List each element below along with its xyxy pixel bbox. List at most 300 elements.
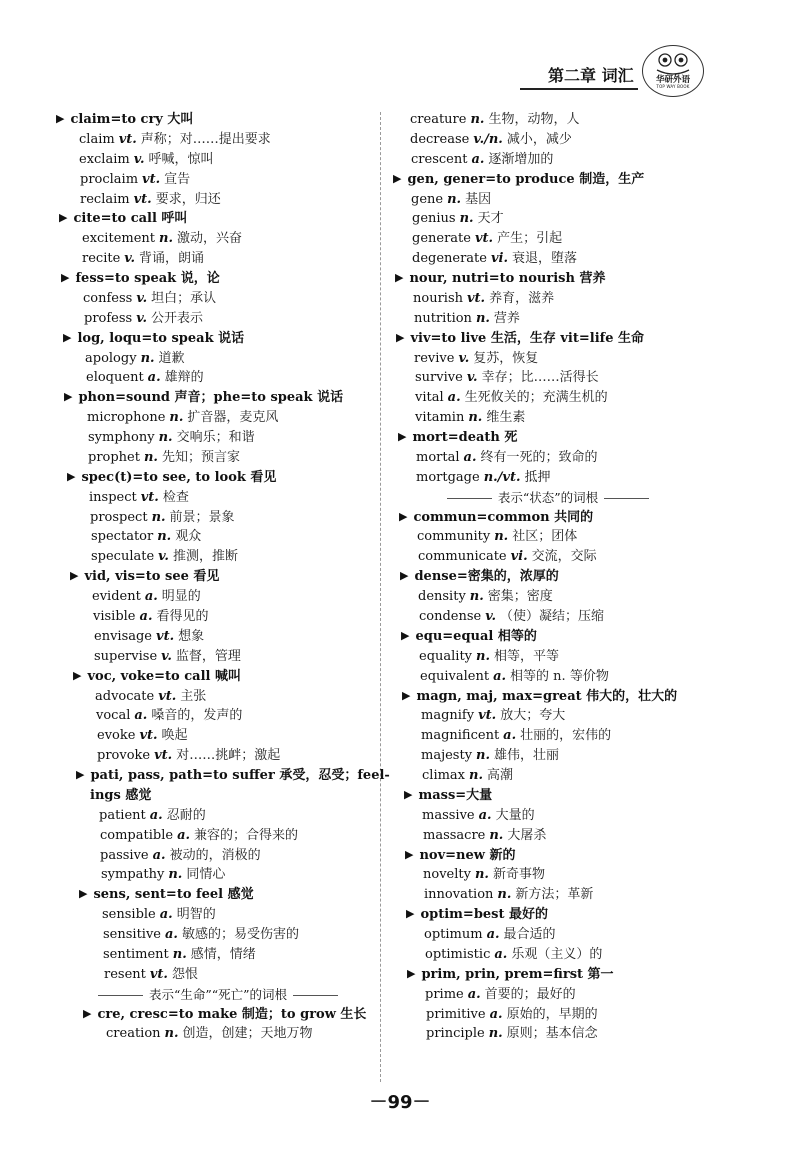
part-of-speech: a. bbox=[144, 589, 158, 605]
vocab-entry bbox=[83, 289, 423, 309]
entry-meaning: 维生素 bbox=[486, 410, 526, 426]
entry-word: speculate bbox=[91, 549, 155, 565]
entry-meaning: 密集；密度 bbox=[487, 589, 553, 605]
vocab-entry bbox=[414, 309, 754, 329]
entry-word: equality bbox=[419, 648, 473, 664]
vocab-entry bbox=[413, 289, 753, 309]
entry-word: nutrition bbox=[414, 310, 472, 326]
entry-meaning: 新奇事物 bbox=[492, 867, 545, 883]
entry-word: vitamin bbox=[415, 410, 465, 426]
root-text: nour, nutri=to nourish 营养 bbox=[409, 271, 606, 287]
entry-word: microphone bbox=[87, 410, 166, 426]
part-of-speech: n. bbox=[164, 1026, 179, 1042]
part-of-speech: vt. bbox=[156, 628, 175, 644]
vocab-entry bbox=[97, 726, 437, 746]
vocab-entry bbox=[104, 965, 444, 985]
entry-word: vital bbox=[415, 390, 444, 406]
word-root-heading bbox=[79, 885, 419, 905]
entry-word: principle bbox=[426, 1026, 485, 1042]
entry-meaning: 新方法；革新 bbox=[515, 887, 594, 903]
section-heading bbox=[68, 985, 368, 1005]
word-root-heading bbox=[67, 468, 407, 488]
bullet-triangle-icon: ▶ bbox=[406, 907, 415, 921]
entry-meaning: 营养 bbox=[493, 310, 520, 326]
entry-meaning: 乐观（主义）的 bbox=[511, 946, 603, 962]
word-root-heading bbox=[63, 329, 403, 349]
entry-meaning: 大量的 bbox=[495, 807, 535, 823]
entry-word: degenerate bbox=[412, 251, 487, 267]
root-text: viv=to live 生活，生存 vit=life 生命 bbox=[410, 330, 645, 346]
vocab-entry bbox=[79, 150, 419, 170]
entry-word: prime bbox=[425, 986, 464, 1002]
part-of-speech: v. bbox=[161, 648, 172, 664]
entry-meaning: 宣告 bbox=[164, 171, 191, 187]
entry-word: magnificent bbox=[421, 728, 500, 744]
root-text: mort=death 死 bbox=[412, 430, 518, 446]
part-of-speech: n. bbox=[468, 410, 483, 426]
vocab-entry bbox=[100, 846, 440, 866]
entry-word: equivalent bbox=[420, 668, 490, 684]
word-root-heading bbox=[407, 965, 747, 985]
entry-meaning: 坦白；承认 bbox=[151, 290, 217, 306]
vocab-entry bbox=[80, 170, 420, 190]
word-root-heading bbox=[61, 269, 404, 289]
root-text: cite=to call 呼叫 bbox=[73, 211, 188, 227]
root-text: gen, gener=to produce 制造，生产 bbox=[407, 171, 645, 187]
entry-meaning: 公开表示 bbox=[151, 310, 204, 326]
entry-word: optimistic bbox=[425, 946, 491, 962]
entry-word: mortgage bbox=[416, 469, 480, 485]
part-of-speech: v. bbox=[133, 151, 145, 167]
part-of-speech: vt. bbox=[142, 171, 161, 187]
entry-word: prospect bbox=[90, 509, 148, 525]
entry-word: sensitive bbox=[103, 927, 161, 943]
entry-meaning: 感情，情绪 bbox=[190, 946, 256, 962]
root-text: mass=大量 bbox=[418, 787, 493, 803]
bullet-triangle-icon: ▶ bbox=[73, 668, 82, 682]
bullet-triangle-icon: ▶ bbox=[400, 569, 409, 583]
root-text: magn, maj, max=great 伟大的，壮大的 bbox=[416, 688, 678, 704]
entry-meaning: 原始的，早期的 bbox=[506, 1006, 598, 1022]
entry-meaning: 生物，动物，人 bbox=[488, 112, 580, 127]
entry-meaning: 最合适的 bbox=[503, 927, 556, 943]
entry-word: crescent bbox=[411, 151, 468, 167]
vocab-entry bbox=[89, 488, 429, 508]
vocab-entry bbox=[92, 587, 432, 607]
vocab-entry bbox=[411, 150, 751, 170]
root-text: vid, vis=to see 看见 bbox=[84, 569, 220, 585]
vocab-entry bbox=[85, 349, 425, 369]
entry-word: exclaim bbox=[79, 151, 130, 167]
root-text: equ=equal 相等的 bbox=[415, 628, 537, 644]
vocab-entry bbox=[418, 587, 758, 607]
word-root-heading bbox=[396, 329, 736, 349]
part-of-speech: a. bbox=[147, 370, 161, 386]
vocab-entry bbox=[82, 249, 422, 269]
entry-meaning: 要求，归还 bbox=[155, 191, 221, 207]
entry-word: optimum bbox=[424, 927, 483, 943]
bullet-triangle-icon: ▶ bbox=[401, 628, 410, 642]
part-of-speech: a. bbox=[467, 986, 481, 1002]
part-of-speech: a. bbox=[159, 907, 173, 923]
entry-meaning: 忍耐的 bbox=[166, 807, 206, 823]
part-of-speech: n. bbox=[474, 867, 489, 883]
page-number: －99－ bbox=[369, 1092, 431, 1113]
entry-word: prophet bbox=[88, 449, 140, 465]
vocab-entry bbox=[416, 468, 756, 488]
part-of-speech: v. bbox=[466, 370, 478, 386]
vocab-entry bbox=[410, 110, 750, 130]
part-of-speech: vt. bbox=[478, 708, 497, 724]
vocab-entry bbox=[415, 408, 755, 428]
entry-word: vocal bbox=[96, 708, 131, 724]
entry-word: apology bbox=[85, 350, 137, 366]
vocab-entry bbox=[88, 428, 428, 448]
entry-word: claim bbox=[79, 131, 115, 147]
entry-word: condense bbox=[419, 609, 482, 624]
part-of-speech: vt. bbox=[158, 688, 177, 704]
part-of-speech: n. bbox=[470, 112, 485, 127]
word-root-heading bbox=[402, 687, 742, 707]
bullet-triangle-icon: ▶ bbox=[407, 966, 416, 980]
root-text: voc, voke=to call 喊叫 bbox=[87, 668, 241, 684]
entry-meaning: 怨恨 bbox=[171, 966, 198, 982]
part-of-speech: n. bbox=[476, 648, 491, 664]
part-of-speech: n. bbox=[469, 768, 483, 784]
part-of-speech: n. bbox=[157, 529, 172, 545]
vocab-entry bbox=[412, 209, 752, 229]
entry-word: provoke bbox=[97, 748, 151, 764]
vocab-entry bbox=[416, 448, 756, 468]
vocab-entry bbox=[88, 448, 428, 468]
entry-meaning: 同情心 bbox=[186, 867, 226, 883]
vocab-entry bbox=[415, 368, 755, 388]
vocab-entry bbox=[418, 547, 758, 567]
part-of-speech: n. bbox=[447, 191, 462, 207]
entry-meaning: 幸存；比……活得长 bbox=[481, 370, 599, 386]
part-of-speech: vt. bbox=[154, 748, 173, 764]
part-of-speech: a. bbox=[494, 946, 508, 962]
part-of-speech: v. bbox=[485, 609, 497, 624]
entry-word: visible bbox=[93, 609, 136, 624]
vocab-entry bbox=[100, 826, 440, 846]
part-of-speech: a. bbox=[486, 927, 500, 943]
vocab-entry bbox=[79, 130, 419, 150]
part-of-speech: n. bbox=[488, 1026, 503, 1042]
bullet-triangle-icon: ▶ bbox=[404, 787, 413, 801]
entry-meaning: 扩音器，麦克风 bbox=[187, 410, 279, 426]
entry-word: mortal bbox=[416, 449, 460, 465]
entry-word: gene bbox=[411, 191, 444, 207]
entry-meaning: 产生；引起 bbox=[497, 231, 563, 247]
entry-meaning: 相等，平等 bbox=[494, 648, 560, 664]
entry-meaning: 主张 bbox=[180, 688, 207, 704]
header-rule bbox=[520, 88, 638, 90]
entry-meaning: 相等的 n. 等价物 bbox=[510, 668, 609, 684]
entry-meaning: 明显的 bbox=[161, 589, 201, 605]
vocab-entry bbox=[414, 349, 754, 369]
vocab-entry bbox=[425, 985, 765, 1005]
part-of-speech: n. bbox=[158, 430, 173, 446]
part-of-speech: a. bbox=[493, 668, 507, 684]
section-rule bbox=[604, 498, 649, 499]
vocab-entry bbox=[421, 706, 761, 726]
entry-meaning: 交响乐；和谐 bbox=[176, 430, 255, 446]
section-title: 表示“状态”的词根 bbox=[497, 489, 599, 505]
entry-word: climax bbox=[422, 768, 466, 784]
entry-word: excitement bbox=[82, 231, 155, 247]
entry-meaning: 终有一死的；致命的 bbox=[480, 449, 598, 465]
vocab-entry bbox=[102, 905, 442, 925]
root-text: spec(t)=to see, to look 看见 bbox=[81, 469, 277, 485]
part-of-speech: a. bbox=[503, 728, 517, 744]
vocab-entry bbox=[84, 309, 424, 329]
bullet-triangle-icon: ▶ bbox=[395, 271, 404, 285]
part-of-speech: vt. bbox=[149, 966, 168, 982]
entry-meaning: 生死攸关的；充满生机的 bbox=[464, 390, 608, 406]
entry-meaning: 敏感的；易受伤害的 bbox=[181, 927, 299, 943]
vocab-entry bbox=[82, 229, 422, 249]
entry-word: reclaim bbox=[80, 191, 130, 207]
entry-word: massive bbox=[422, 807, 475, 823]
part-of-speech: v. bbox=[136, 290, 148, 306]
entry-word: envisage bbox=[94, 628, 153, 644]
entry-meaning: 原则；基本信念 bbox=[506, 1026, 598, 1042]
entry-meaning: 监督，管理 bbox=[175, 648, 241, 664]
part-of-speech: v./n. bbox=[473, 131, 503, 147]
vocab-entry bbox=[412, 249, 752, 269]
vocab-entry bbox=[95, 687, 435, 707]
part-of-speech: vt. bbox=[133, 191, 152, 207]
vocab-entry bbox=[106, 1024, 446, 1044]
entry-word: proclaim bbox=[80, 171, 139, 187]
entry-meaning: 先知；预言家 bbox=[161, 449, 240, 465]
entry-word: massacre bbox=[423, 827, 486, 843]
entry-word: creation bbox=[106, 1026, 161, 1042]
root-text: cre, cresc=to make 制造；to grow 生长 bbox=[97, 1006, 367, 1022]
entry-word: eloquent bbox=[86, 370, 144, 386]
vocab-entry bbox=[91, 547, 431, 567]
entry-meaning: 基因 bbox=[465, 191, 492, 207]
bullet-triangle-icon: ▶ bbox=[399, 509, 408, 523]
entry-word: evident bbox=[92, 589, 141, 605]
part-of-speech: a. bbox=[139, 609, 153, 624]
vocab-entry bbox=[424, 925, 764, 945]
vocab-entry bbox=[94, 627, 434, 647]
part-of-speech: a. bbox=[152, 847, 166, 863]
entry-word: communicate bbox=[418, 549, 507, 565]
entry-meaning: 逐渐增加的 bbox=[488, 151, 554, 167]
entry-meaning: 推测，推断 bbox=[172, 549, 238, 565]
entry-word: inspect bbox=[89, 489, 137, 505]
word-root-heading bbox=[399, 508, 739, 528]
vocab-entry bbox=[425, 945, 765, 965]
vocab-entry bbox=[424, 885, 764, 905]
part-of-speech: a. bbox=[489, 1006, 503, 1022]
entry-word: sensible bbox=[102, 907, 156, 923]
entry-meaning: 兼容的；合得来的 bbox=[194, 827, 299, 843]
entry-word: genius bbox=[412, 211, 456, 227]
entry-word: recite bbox=[82, 251, 121, 267]
vocab-entry bbox=[420, 667, 760, 687]
entry-word: survive bbox=[415, 370, 463, 386]
bullet-triangle-icon: ▶ bbox=[64, 390, 73, 404]
word-root-heading bbox=[395, 269, 735, 289]
entry-meaning: 天才 bbox=[477, 211, 504, 227]
entry-word: confess bbox=[83, 290, 133, 306]
entry-meaning: 看得见的 bbox=[156, 609, 209, 624]
part-of-speech: v. bbox=[458, 350, 470, 366]
part-of-speech: n. bbox=[459, 211, 474, 227]
word-root-heading-continued bbox=[90, 786, 430, 806]
part-of-speech: vt. bbox=[474, 231, 494, 247]
part-of-speech: a. bbox=[447, 390, 461, 406]
entry-word: community bbox=[417, 529, 491, 545]
part-of-speech: a. bbox=[165, 927, 178, 943]
bullet-triangle-icon: ▶ bbox=[83, 1006, 92, 1020]
section-rule bbox=[293, 995, 338, 996]
entry-meaning: 雄伟，壮丽 bbox=[494, 748, 560, 764]
vocab-entry bbox=[411, 190, 751, 210]
root-text: pati, pass, path=to suffer 承受，忍受；feel- bbox=[90, 768, 390, 784]
part-of-speech: a. bbox=[177, 827, 191, 843]
vocab-entry bbox=[419, 607, 759, 627]
entry-word: resent bbox=[104, 966, 146, 982]
entry-meaning: 大屠杀 bbox=[507, 827, 547, 843]
entry-word: novelty bbox=[423, 867, 471, 883]
entry-word: generate bbox=[412, 231, 471, 247]
bullet-triangle-icon: ▶ bbox=[67, 469, 76, 483]
root-text: log, loqu=to speak 说话 bbox=[77, 330, 245, 346]
word-root-heading bbox=[83, 1005, 423, 1025]
entry-word: primitive bbox=[426, 1006, 486, 1022]
entry-meaning: 高潮 bbox=[487, 768, 514, 784]
part-of-speech: a. bbox=[463, 449, 477, 465]
entry-word: magnify bbox=[421, 708, 475, 724]
entry-meaning: 壮丽的，宏伟的 bbox=[520, 728, 612, 744]
word-root-heading bbox=[400, 567, 740, 587]
vocab-entry bbox=[426, 1005, 766, 1025]
part-of-speech: n. bbox=[494, 529, 509, 545]
entry-meaning: 被动的，消极的 bbox=[169, 847, 261, 863]
part-of-speech: vt. bbox=[139, 728, 158, 744]
entry-meaning: 雄辩的 bbox=[164, 370, 204, 386]
part-of-speech: n. bbox=[469, 589, 484, 605]
entry-word: nourish bbox=[413, 290, 463, 306]
part-of-speech: n. bbox=[475, 310, 490, 326]
entry-word: decrease bbox=[410, 131, 470, 147]
entry-word: majesty bbox=[421, 748, 473, 764]
part-of-speech: a. bbox=[478, 807, 492, 823]
frog-mascot-icon bbox=[643, 46, 703, 76]
entry-word: sentiment bbox=[103, 946, 169, 962]
entry-word: evoke bbox=[97, 728, 136, 744]
part-of-speech: a. bbox=[149, 807, 163, 823]
part-of-speech: vt. bbox=[140, 489, 159, 505]
root-text: dense=密集的，浓厚的 bbox=[414, 569, 559, 585]
vocab-entry bbox=[90, 508, 430, 528]
logo-subtext: TOP WAY BOOK bbox=[656, 84, 690, 89]
word-root-heading bbox=[59, 209, 399, 229]
vocab-entry bbox=[97, 746, 437, 766]
root-text: nov=new 新的 bbox=[419, 847, 516, 863]
entry-meaning: 交流，交际 bbox=[531, 549, 597, 565]
vocab-entry bbox=[422, 766, 762, 786]
vocab-entry bbox=[91, 527, 431, 547]
vocab-entry bbox=[99, 806, 439, 826]
part-of-speech: n. bbox=[151, 509, 166, 525]
entry-meaning: 首要的；最好的 bbox=[484, 986, 576, 1002]
bullet-triangle-icon: ▶ bbox=[393, 171, 402, 185]
entry-word: spectator bbox=[91, 529, 154, 545]
part-of-speech: vt. bbox=[118, 131, 137, 147]
entry-word: profess bbox=[84, 310, 133, 326]
entry-meaning: 道歉 bbox=[158, 350, 185, 366]
bullet-triangle-icon: ▶ bbox=[76, 768, 85, 782]
part-of-speech: vi. bbox=[490, 251, 509, 267]
entry-word: innovation bbox=[424, 887, 494, 903]
vocab-entry bbox=[419, 647, 759, 667]
entry-word: patient bbox=[99, 807, 146, 823]
vocab-entry bbox=[423, 826, 763, 846]
vocab-entry bbox=[421, 746, 761, 766]
bullet-triangle-icon: ▶ bbox=[56, 112, 65, 125]
part-of-speech: a. bbox=[471, 151, 485, 167]
entry-meaning: 社区；团体 bbox=[512, 529, 578, 545]
part-of-speech: n. bbox=[169, 410, 184, 426]
vocab-entry bbox=[415, 388, 755, 408]
part-of-speech: n./vt. bbox=[483, 469, 521, 485]
publisher-logo bbox=[642, 45, 704, 97]
bullet-triangle-icon: ▶ bbox=[79, 887, 88, 901]
vocab-entry bbox=[93, 607, 433, 627]
entry-word: revive bbox=[414, 350, 455, 366]
vocab-entry bbox=[103, 945, 443, 965]
entry-meaning: 检查 bbox=[162, 489, 189, 505]
part-of-speech: n. bbox=[168, 867, 183, 883]
bullet-triangle-icon: ▶ bbox=[70, 569, 79, 583]
word-root-heading bbox=[401, 627, 741, 647]
entry-meaning: 唤起 bbox=[161, 728, 188, 744]
word-root-heading bbox=[73, 667, 413, 687]
vocab-entry bbox=[94, 647, 434, 667]
part-of-speech: n. bbox=[489, 827, 504, 843]
vocab-entry bbox=[103, 925, 443, 945]
part-of-speech: v. bbox=[136, 310, 147, 326]
entry-meaning: 创造，创建；天地万物 bbox=[182, 1026, 313, 1042]
entry-meaning: 对……挑衅；激起 bbox=[176, 748, 281, 764]
root-text: commun=common 共同的 bbox=[413, 509, 594, 525]
word-root-heading bbox=[404, 786, 744, 806]
word-root-heading bbox=[56, 110, 396, 130]
part-of-speech: n. bbox=[497, 887, 512, 903]
vocab-entry bbox=[421, 726, 761, 746]
entry-meaning: （使）凝结；压缩 bbox=[500, 609, 605, 624]
part-of-speech: n. bbox=[143, 449, 158, 465]
chapter-title: 第二章 词汇 bbox=[548, 66, 634, 85]
root-text: fess=to speak 说，论 bbox=[75, 271, 220, 287]
entry-word: symphony bbox=[88, 430, 155, 446]
bullet-triangle-icon: ▶ bbox=[63, 330, 72, 344]
entry-word: passive bbox=[100, 847, 149, 863]
entry-word: advocate bbox=[95, 688, 155, 704]
bullet-triangle-icon: ▶ bbox=[61, 271, 70, 285]
vocab-entry bbox=[423, 865, 763, 885]
word-root-heading bbox=[398, 428, 738, 448]
root-text: ings 感觉 bbox=[90, 787, 152, 803]
entry-meaning: 抵押 bbox=[524, 469, 551, 485]
bullet-triangle-icon: ▶ bbox=[402, 688, 411, 702]
